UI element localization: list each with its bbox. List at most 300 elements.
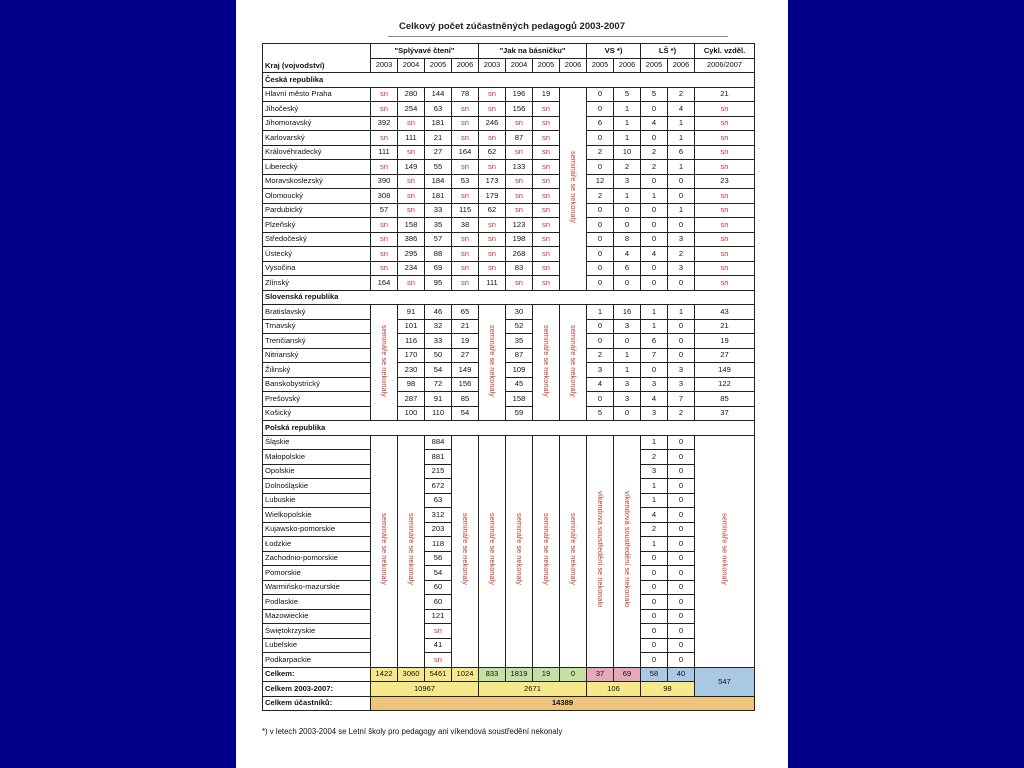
table-cell: 50 <box>425 348 452 363</box>
table-cell: 280 <box>398 87 425 102</box>
header-year: 2005 <box>587 58 614 73</box>
no-seminar-note <box>452 435 479 667</box>
total-value: 5461 <box>425 667 452 682</box>
vertical-note: semináře se nekonaly <box>569 324 578 397</box>
table-cell: sn <box>695 116 755 131</box>
table-row <box>263 435 755 450</box>
table-cell: 4 <box>587 377 614 392</box>
table-cell: 98 <box>398 377 425 392</box>
table-row <box>263 203 755 218</box>
table-cell: 41 <box>425 638 452 653</box>
table-cell: 0 <box>668 537 695 552</box>
table-cell: 0 <box>668 609 695 624</box>
total-value: 833 <box>479 667 506 682</box>
table-cell: 0 <box>668 522 695 537</box>
table-cell: 179 <box>479 189 506 204</box>
total-value: 19 <box>533 667 560 682</box>
no-seminar-note <box>695 435 755 667</box>
table-cell: 268 <box>506 247 533 262</box>
table-cell: 0 <box>614 203 641 218</box>
table-cell: sn <box>695 247 755 262</box>
table-cell: 0 <box>668 464 695 479</box>
table-cell: 3 <box>614 392 641 407</box>
table-cell: sn <box>371 131 398 146</box>
table-cell: 0 <box>668 653 695 668</box>
table-cell: sn <box>452 232 479 247</box>
table-cell: 884 <box>425 435 452 450</box>
total-value: 1422 <box>371 667 398 682</box>
region-name: Mazowieckie <box>263 609 371 624</box>
region-name: Dolnośląskie <box>263 479 371 494</box>
table-cell: sn <box>479 261 506 276</box>
region-name: Małopolskie <box>263 450 371 465</box>
table-cell: 0 <box>614 334 641 349</box>
table-cell: sn <box>533 102 560 117</box>
table-row <box>263 174 755 189</box>
table-cell: 111 <box>479 276 506 291</box>
table-cell: 0 <box>668 450 695 465</box>
vertical-note: semináře se nekonaly <box>488 513 497 585</box>
header-group: VS *) <box>587 44 641 59</box>
table-cell: sn <box>479 160 506 175</box>
table-cell: sn <box>398 116 425 131</box>
table-cell: 0 <box>668 479 695 494</box>
table-cell: 115 <box>452 203 479 218</box>
table-row <box>263 232 755 247</box>
table-cell: 19 <box>452 334 479 349</box>
region-name: Trenčianský <box>263 334 371 349</box>
vertical-note: semináře se nekonaly <box>407 513 416 585</box>
table-cell: 35 <box>506 334 533 349</box>
vertical-note: víkendová soustředění se nekonalo <box>623 490 632 608</box>
section-row <box>263 73 755 88</box>
region-name: Hlavní město Praha <box>263 87 371 102</box>
table-cell: 83 <box>506 261 533 276</box>
table-cell: 1 <box>668 131 695 146</box>
table-cell: 121 <box>425 609 452 624</box>
table-cell: 181 <box>425 116 452 131</box>
table-cell: sn <box>452 131 479 146</box>
table-cell: sn <box>695 102 755 117</box>
region-name: Zachodnio-pomorskie <box>263 551 371 566</box>
table-cell: sn <box>371 87 398 102</box>
total-period-row <box>263 682 755 697</box>
table-cell: 0 <box>641 232 668 247</box>
region-name: Lubuskie <box>263 493 371 508</box>
table-cell: sn <box>695 261 755 276</box>
vertical-note: semináře se nekonaly <box>542 324 551 397</box>
table-cell: 111 <box>371 145 398 160</box>
table-cell: 1 <box>587 305 614 320</box>
table-cell: 0 <box>614 276 641 291</box>
table-cell: sn <box>371 261 398 276</box>
table-cell: 2 <box>641 522 668 537</box>
page-title: Celkový počet zúčastněných pedagogů 2003-2007 <box>399 21 625 32</box>
table-cell: 0 <box>641 218 668 233</box>
total-value: 1819 <box>506 667 533 682</box>
table-cell: sn <box>533 203 560 218</box>
region-name: Śląskie <box>263 435 371 450</box>
no-seminar-note <box>533 435 560 667</box>
table-cell: 62 <box>479 145 506 160</box>
table-cell: 27 <box>425 145 452 160</box>
table-cell: 0 <box>587 87 614 102</box>
table-cell: sn <box>533 189 560 204</box>
table-cell: 45 <box>506 377 533 392</box>
table-cell: sn <box>533 131 560 146</box>
total-row <box>263 667 755 682</box>
table-cell: 4 <box>641 508 668 523</box>
region-name: Łodzkie <box>263 537 371 552</box>
table-cell: 2 <box>587 189 614 204</box>
table-cell: 6 <box>614 261 641 276</box>
table-cell: 2 <box>587 348 614 363</box>
table-row <box>263 116 755 131</box>
no-seminar-note <box>560 435 587 667</box>
table-cell: 60 <box>425 580 452 595</box>
table-cell: 1 <box>641 319 668 334</box>
table-cell: sn <box>425 653 452 668</box>
table-cell: 27 <box>452 348 479 363</box>
table-cell: 234 <box>398 261 425 276</box>
table-cell: 21 <box>452 319 479 334</box>
table-cell: sn <box>533 232 560 247</box>
table-cell: 881 <box>425 450 452 465</box>
table-cell: 392 <box>371 116 398 131</box>
table-row <box>263 319 755 334</box>
table-row <box>263 145 755 160</box>
table-cell: 27 <box>695 348 755 363</box>
table-row <box>263 377 755 392</box>
table-cell: 0 <box>587 247 614 262</box>
header-year: 2005 <box>425 58 452 73</box>
table-cell: 0 <box>641 653 668 668</box>
table-cell: 87 <box>506 348 533 363</box>
table-cell: 0 <box>641 609 668 624</box>
header-row-groups <box>263 44 755 59</box>
region-name: Banskobystrický <box>263 377 371 392</box>
region-name: Královéhradecký <box>263 145 371 160</box>
table-cell: 56 <box>425 551 452 566</box>
section-heading: Česká republika <box>263 73 755 88</box>
table-cell: 149 <box>452 363 479 378</box>
table-cell: sn <box>479 131 506 146</box>
table-cell: sn <box>452 261 479 276</box>
region-name: Žilinský <box>263 363 371 378</box>
header-year: 2005 <box>641 58 668 73</box>
table-cell: 149 <box>398 160 425 175</box>
table-cell: 4 <box>641 116 668 131</box>
table-cell: sn <box>533 160 560 175</box>
total-value: 1024 <box>452 667 479 682</box>
no-seminar-note <box>479 305 506 421</box>
table-cell: 0 <box>641 174 668 189</box>
table-cell: 164 <box>371 276 398 291</box>
region-name: Lubelskie <box>263 638 371 653</box>
region-name: Opolskie <box>263 464 371 479</box>
table-cell: sn <box>371 247 398 262</box>
table-cell: sn <box>506 189 533 204</box>
table-cell: 46 <box>425 305 452 320</box>
table-cell: sn <box>398 174 425 189</box>
total-value: 58 <box>641 667 668 682</box>
total-period-label: Celkem 2003-2007: <box>263 682 371 697</box>
table-cell: 118 <box>425 537 452 552</box>
no-seminar-note <box>560 87 587 290</box>
table-cell: sn <box>506 174 533 189</box>
table-cell: 3 <box>641 464 668 479</box>
table-cell: 287 <box>398 392 425 407</box>
table-cell: 215 <box>425 464 452 479</box>
region-name: Pardubický <box>263 203 371 218</box>
table-cell: 3 <box>668 261 695 276</box>
table-cell: 21 <box>695 87 755 102</box>
table-cell: 1 <box>614 131 641 146</box>
table-cell: 156 <box>452 377 479 392</box>
table-cell: 0 <box>614 406 641 421</box>
region-name: Prešovský <box>263 392 371 407</box>
participants-table <box>262 43 755 711</box>
table-cell: sn <box>506 276 533 291</box>
table-cell: 88 <box>425 247 452 262</box>
table-row <box>263 102 755 117</box>
table-cell: sn <box>371 218 398 233</box>
table-cell: 1 <box>668 160 695 175</box>
table-cell: 196 <box>506 87 533 102</box>
region-name: Kujawsko-pomorskie <box>263 522 371 537</box>
table-cell: 0 <box>668 580 695 595</box>
table-cell: 63 <box>425 102 452 117</box>
table-cell: 2 <box>668 406 695 421</box>
table-cell: 0 <box>668 595 695 610</box>
table-cell: 54 <box>425 566 452 581</box>
table-row <box>263 363 755 378</box>
table-cell: 203 <box>425 522 452 537</box>
header-year: 2006 <box>452 58 479 73</box>
total-value: 0 <box>560 667 587 682</box>
table-row <box>263 189 755 204</box>
table-cell: sn <box>452 116 479 131</box>
table-row <box>263 160 755 175</box>
table-cell: 295 <box>398 247 425 262</box>
table-cell: 312 <box>425 508 452 523</box>
table-cell: sn <box>695 203 755 218</box>
total-period-value: 10967 <box>371 682 479 697</box>
table-cell: 0 <box>668 566 695 581</box>
region-name: Olomoucký <box>263 189 371 204</box>
region-name: Nitrianský <box>263 348 371 363</box>
table-cell: sn <box>695 160 755 175</box>
region-name: Jihomoravský <box>263 116 371 131</box>
vertical-note: semináře se nekonaly <box>380 324 389 397</box>
vertical-note: semináře se nekonaly <box>569 513 578 585</box>
table-cell: 100 <box>398 406 425 421</box>
table-cell: 0 <box>668 624 695 639</box>
total-label: Celkem: <box>263 667 371 682</box>
table-cell: 72 <box>425 377 452 392</box>
table-cell: 95 <box>425 276 452 291</box>
table-cell: 3 <box>668 377 695 392</box>
table-cell: sn <box>479 218 506 233</box>
grand-total-label: Celkem účastníků: <box>263 696 371 711</box>
table-cell: sn <box>452 276 479 291</box>
table-cell: sn <box>533 247 560 262</box>
table-cell: 111 <box>398 131 425 146</box>
header-year: 2004 <box>398 58 425 73</box>
title-underline <box>388 36 728 37</box>
header-year: 2006 <box>614 58 641 73</box>
no-weekend-note <box>614 435 641 667</box>
table-cell: 0 <box>641 566 668 581</box>
table-cell: sn <box>398 145 425 160</box>
table-cell: sn <box>425 624 452 639</box>
region-name: Plzeňský <box>263 218 371 233</box>
total-value: 37 <box>587 667 614 682</box>
no-seminar-note <box>479 435 506 667</box>
region-name: Moravskoslezský <box>263 174 371 189</box>
table-cell: 3 <box>614 319 641 334</box>
table-cell: 158 <box>506 392 533 407</box>
table-cell: 0 <box>587 261 614 276</box>
vertical-note: semináře se nekonaly <box>720 513 730 585</box>
table-cell: 19 <box>695 334 755 349</box>
table-cell: 254 <box>398 102 425 117</box>
table-cell: 230 <box>398 363 425 378</box>
table-cell: 0 <box>641 595 668 610</box>
table-cell: 6 <box>668 145 695 160</box>
table-cell: 1 <box>614 363 641 378</box>
table-row <box>263 247 755 262</box>
region-name: Košický <box>263 406 371 421</box>
table-cell: 0 <box>668 276 695 291</box>
table-cell: 7 <box>641 348 668 363</box>
table-cell: 3 <box>641 377 668 392</box>
table-cell: 116 <box>398 334 425 349</box>
section-heading: Polská republika <box>263 421 755 436</box>
table-cell: 3 <box>614 174 641 189</box>
table-cell: 0 <box>668 218 695 233</box>
table-cell: 0 <box>587 334 614 349</box>
table-cell: 1 <box>614 348 641 363</box>
table-cell: 2 <box>587 145 614 160</box>
table-cell: 52 <box>506 319 533 334</box>
region-name: Středočeský <box>263 232 371 247</box>
total-value: 69 <box>614 667 641 682</box>
table-cell: 78 <box>452 87 479 102</box>
table-cell: 5 <box>614 87 641 102</box>
table-cell: sn <box>398 276 425 291</box>
header-year: 2003 <box>371 58 398 73</box>
table-cell: 54 <box>425 363 452 378</box>
table-cell: 308 <box>371 189 398 204</box>
table-cell: 62 <box>479 203 506 218</box>
table-cell: 0 <box>641 203 668 218</box>
table-cell: 2 <box>668 247 695 262</box>
table-cell: 21 <box>425 131 452 146</box>
table-cell: 1 <box>614 116 641 131</box>
table-cell: 65 <box>452 305 479 320</box>
table-cell: 38 <box>452 218 479 233</box>
table-cell: 57 <box>425 232 452 247</box>
table-cell: 170 <box>398 348 425 363</box>
header-year: 2005 <box>533 58 560 73</box>
table-cell: 0 <box>641 276 668 291</box>
table-cell: 8 <box>614 232 641 247</box>
table-cell: 35 <box>425 218 452 233</box>
region-name: Pomorskie <box>263 566 371 581</box>
table-cell: 0 <box>641 261 668 276</box>
table-cell: 63 <box>425 493 452 508</box>
table-cell: 0 <box>587 392 614 407</box>
table-cell: 1 <box>641 435 668 450</box>
table-cell: 91 <box>398 305 425 320</box>
table-cell: 3 <box>668 232 695 247</box>
table-cell: 7 <box>668 392 695 407</box>
table-cell: 0 <box>641 363 668 378</box>
table-cell: 4 <box>641 392 668 407</box>
region-name: Warmińsko-mazurskie <box>263 580 371 595</box>
table-cell: 23 <box>695 174 755 189</box>
table-cell: 181 <box>425 189 452 204</box>
table-cell: 246 <box>479 116 506 131</box>
section-row <box>263 421 755 436</box>
total-value: 40 <box>668 667 695 682</box>
table-cell: 4 <box>641 247 668 262</box>
table-cell: sn <box>398 189 425 204</box>
table-cell: 0 <box>668 334 695 349</box>
no-seminar-note <box>560 305 587 421</box>
table-cell: 0 <box>668 493 695 508</box>
table-cell: sn <box>695 189 755 204</box>
table-cell: 57 <box>371 203 398 218</box>
vertical-note: semináře se nekonaly <box>488 324 497 397</box>
table-cell: 85 <box>452 392 479 407</box>
table-cell: 6 <box>587 116 614 131</box>
region-name: Liberecký <box>263 160 371 175</box>
table-cell: sn <box>695 232 755 247</box>
table-cell: 2 <box>668 87 695 102</box>
table-cell: 0 <box>587 203 614 218</box>
region-name: Podkarpackie <box>263 653 371 668</box>
table-cell: 0 <box>668 319 695 334</box>
region-name: Vysočina <box>263 261 371 276</box>
table-cell: 85 <box>695 392 755 407</box>
vertical-note: semináře se nekonaly <box>542 513 551 585</box>
table-cell: 0 <box>587 276 614 291</box>
table-cell: 0 <box>641 624 668 639</box>
table-cell: 33 <box>425 334 452 349</box>
table-cell: 3 <box>641 406 668 421</box>
vertical-note: víkendová soustředění se nekonalo <box>596 490 605 608</box>
table-cell: 1 <box>614 189 641 204</box>
no-seminar-note <box>506 435 533 667</box>
table-cell: 37 <box>695 406 755 421</box>
header-year: 2006 <box>668 58 695 73</box>
table-cell: sn <box>371 160 398 175</box>
table-cell: 2 <box>614 160 641 175</box>
table-cell: 184 <box>425 174 452 189</box>
table-row <box>263 305 755 320</box>
table-cell: 30 <box>506 305 533 320</box>
table-cell: 0 <box>641 638 668 653</box>
table-cell: sn <box>479 87 506 102</box>
table-cell: sn <box>452 102 479 117</box>
header-group: "Jak na básničku" <box>479 44 587 59</box>
region-name: Podlaskie <box>263 595 371 610</box>
table-cell: sn <box>533 116 560 131</box>
table-cell: 672 <box>425 479 452 494</box>
table-cell: 3 <box>668 363 695 378</box>
